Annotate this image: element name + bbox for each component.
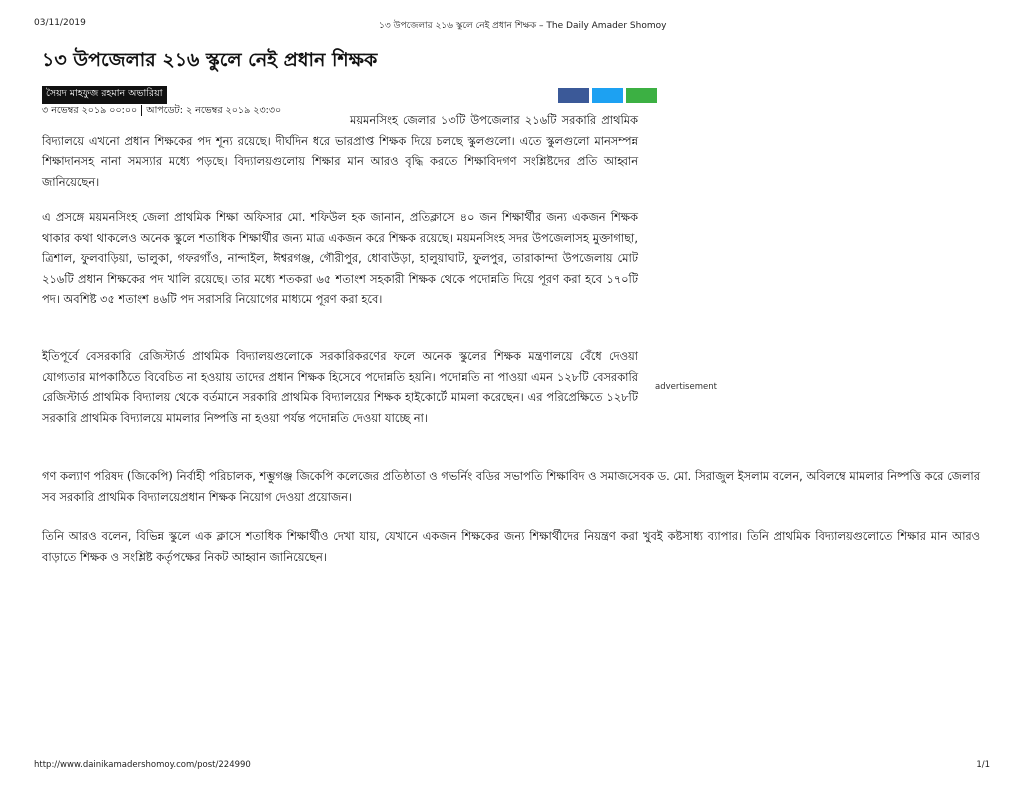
author-byline[interactable]: সৈয়দ মাহফুজ রহমান অভারিয়া [42, 86, 167, 104]
paragraph-5 [42, 526, 980, 567]
updated-date: আপডেট: ২ নভেম্বর ২০১৯ ২৩:৩০ [146, 105, 282, 116]
print-date: 03/11/2019 [34, 18, 86, 28]
paragraph-text: তিনি আরও বলেন, বিভিন্ন স্কুলে এক ক্লাসে শতাধিক শিক্ষার্থীও দেখা যায়, যেখানে একজন শিক্ষকের জন্য শিক্ষার্থীদের নিয়ন্ত্রণ করা খুবই কষ্টসাধ্য ব্যাপার। তিনি প্রাথমিক বিদ্যালয়গুলোতে শিক্ষার মান আরও বাড়াতে শিক্ষক ও সংশ্লিষ্ট কর্তৃপক্ষের নিকট আহ্বান জানিয়েছেন। [42, 529, 980, 564]
paragraph-3 [42, 346, 638, 428]
paragraph-2 [42, 207, 638, 310]
facebook-share-button[interactable] [558, 88, 589, 103]
paragraph-text: গণ কল্যাণ পরিষদ (জিকেপি) নির্বাহী পরিচালক, শম্ভুগঞ্জ জিকেপি কলেজের প্রতিষ্ঠাতা ও গভর্নিং বডির সভাপতি শিক্ষাবিদ ও সমাজসেবক ড. মো. সিরাজুল ইসলাম বলেন, অবিলম্বে মামলার নিষ্পত্তি করে জেলার সব সরকারি প্রাথমিক বিদ্যালয়েপ্রধান শিক্ষক নিয়োগ দেওয়া প্রয়োজন। [42, 469, 980, 504]
article-headline: ১৩ উপজেলার ২১৬ স্কুলে নেই প্রধান শিক্ষক [42, 49, 378, 71]
paragraph-4 [42, 466, 980, 507]
paragraph-text: এ প্রসঙ্গে ময়মনসিংহ জেলা প্রাথমিক শিক্ষা অফিসার মো. শফিউল হক জানান, প্রতিক্লাসে ৪০ জন শিক্ষার্থীর জন্য একজন শিক্ষক থাকার কথা থাকলেও অনেক স্কুলে শতাধিক শিক্ষার্থীর জন্য মাত্র একজন করে শিক্ষক রয়েছে। ময়মনসিংহ সদর উপজেলাসহ মুক্তাগাছা, ত্রিশাল, ফুলবাড়িয়া, ভালুকা, গফরগাঁও, নান্দাইল, ঈশ্বরগঞ্জ, গৌরীপুর, ধোবাউড়া, হালুয়াঘাট, ফুলপুর, তারাকান্দা উপজেলায় মোট ২১৬টি প্রধান শিক্ষকের পদ খালি রয়েছে। তার মধ্যে শতকরা ৬৫ শতাংশ সহকারী শিক্ষক থেকে পদোন্নতি দিয়ে পূরণ করা হবে ১৭০টি পদ। অবশিষ্ট ৩৫ শতাংশ ৪৬টি পদ সরাসরি নিয়োগের মাধ্যমে পূরণ করা হবে। [42, 210, 638, 306]
paragraph-text: ইতিপূর্বে বেসরকারি রেজিস্টার্ড প্রাথমিক বিদ্যালয়গুলোকে সরকারিকরণের ফলে অনেক স্কুলের শিক্ষক মন্ত্রণালয়ে বেঁধে দেওয়া যোগ্যতার মাপকাঠিতে বিবেচিত না হওয়ায় তাদের প্রধান শিক্ষক হিসেবে পদোন্নতি হয়নি। পদোন্নতি না পাওয়া এমন ১২৮টি বেসরকারি রেজিস্টার্ড প্রাথমিক বিদ্যালয় থেকে বর্তমানে সরকারি প্রাথমিক বিদ্যালয়ের শিক্ষক হাইকোর্টে মামলা করেছেন। এর পরিপ্রেক্ষিতে ১২৮টি সরকারি প্রাথমিক বিদ্যালয়ে মামলার নিষ্পত্তি না হওয়া পর্যন্ত পদোন্নতি দেওয়া যাচ্ছে না। [42, 349, 638, 425]
print-url[interactable]: http://www.dainikamadershomoy.com/post/224990 [34, 760, 251, 770]
paragraph-text: ময়মনসিংহ জেলার ১৩টি উপজেলার ২১৬টি সরকারি প্রাথমিক বিদ্যালয়ে এখনো প্রধান শিক্ষকের পদ শূন্য রয়েছে। দীর্ঘদিন ধরে ভারপ্রাপ্ত শিক্ষক দিয়ে চলছে স্কুলগুলো। এতে স্কুলগুলো মানসম্পন্ন শিক্ষাদানসহ নানা সমস্যার মধ্যে পড়ছে। বিদ্যালয়গুলোয় শিক্ষার মান আরও বৃদ্ধি করতে শিক্ষাবিদগণ সংশ্লিষ্টদের প্রতি আহ্বান জানিয়েছেন। [42, 113, 638, 189]
paragraph-1 [42, 110, 638, 192]
share-bar [558, 88, 657, 103]
print-title: ১৩ উপজেলার ২১৬ স্কুলে নেই প্রধান শিক্ষক – The Daily Amader Shomoy [379, 21, 667, 31]
share-button[interactable] [626, 88, 657, 103]
published-date: ৩ নভেম্বর ২০১৯ ০০:০০ [42, 105, 138, 116]
advertisement-label: advertisement [655, 382, 717, 392]
page-number: 1/1 [976, 760, 990, 770]
twitter-share-button[interactable] [592, 88, 623, 103]
print-header [34, 18, 990, 32]
